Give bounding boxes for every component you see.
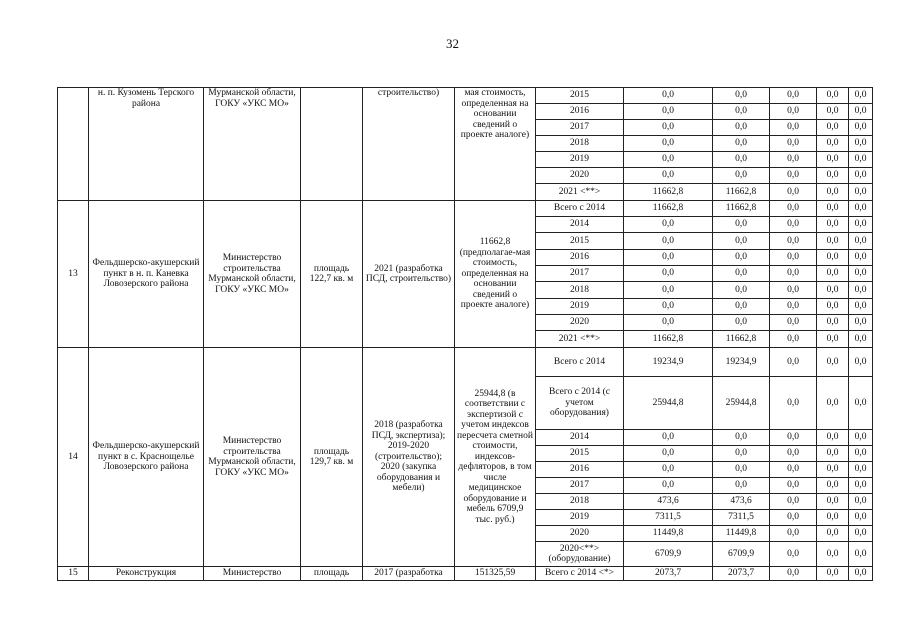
value-cell: 0,0 (817, 478, 849, 494)
period-cell: 2014 (536, 217, 624, 233)
value-cell: 0,0 (770, 526, 817, 542)
value-cell: 0,0 (849, 510, 873, 526)
value-cell: 0,0 (817, 201, 849, 217)
cost-cell: мая стоимость, определенная на основании сведений о проекте аналоге) (455, 88, 536, 201)
value-cell: 0,0 (849, 462, 873, 478)
value-cell: 0,0 (770, 315, 817, 331)
value-cell: 0,0 (624, 299, 713, 315)
value-cell: 0,0 (770, 168, 817, 184)
cost-cell: 25944,8 (в соответствии с экспертизой с учетом индексов пересчета сметной стоимости, индексов-дефляторов, в том числе медицинское оборудование и мебель 6709,9 тыс. руб.) (455, 348, 536, 567)
value-cell: 0,0 (849, 430, 873, 446)
value-cell: 0,0 (770, 152, 817, 168)
value-cell: 0,0 (770, 377, 817, 430)
value-cell: 0,0 (713, 104, 770, 120)
value-cell: 0,0 (770, 250, 817, 266)
value-cell: 6709,9 (713, 542, 770, 567)
value-cell: 0,0 (817, 88, 849, 104)
value-cell: 0,0 (817, 494, 849, 510)
value-cell: 11662,8 (713, 201, 770, 217)
period-cell: 2017 (536, 478, 624, 494)
row-number-cell: 13 (58, 201, 89, 348)
value-cell: 0,0 (770, 233, 817, 250)
value-cell: 0,0 (713, 233, 770, 250)
value-cell: 0,0 (770, 567, 817, 581)
value-cell: 0,0 (624, 152, 713, 168)
stage-cell: строительство) (363, 88, 455, 201)
period-cell: 2019 (536, 152, 624, 168)
value-cell: 11449,8 (713, 526, 770, 542)
value-cell: 0,0 (713, 88, 770, 104)
value-cell: 0,0 (849, 315, 873, 331)
value-cell: 0,0 (849, 478, 873, 494)
area-cell: площадь 129,7 кв. м (301, 348, 363, 567)
value-cell: 11449,8 (624, 526, 713, 542)
value-cell: 0,0 (817, 136, 849, 152)
value-cell: 7311,5 (624, 510, 713, 526)
period-cell: 2020 (536, 526, 624, 542)
value-cell: 0,0 (624, 282, 713, 299)
value-cell: 0,0 (817, 430, 849, 446)
value-cell: 0,0 (624, 233, 713, 250)
value-cell: 0,0 (817, 348, 849, 377)
period-cell: 2018 (536, 136, 624, 152)
value-cell: 0,0 (713, 120, 770, 136)
value-cell: 0,0 (849, 152, 873, 168)
value-cell: 0,0 (713, 462, 770, 478)
value-cell: 0,0 (817, 152, 849, 168)
value-cell: 0,0 (770, 430, 817, 446)
value-cell: 6709,9 (624, 542, 713, 567)
table-row (58, 88, 873, 104)
stage-cell: 2017 (разработка (363, 567, 455, 581)
period-cell: 2015 (536, 446, 624, 462)
period-cell: 2015 (536, 233, 624, 250)
value-cell: 0,0 (849, 136, 873, 152)
period-cell: 2021 <**> (536, 184, 624, 201)
value-cell: 0,0 (817, 120, 849, 136)
value-cell: 0,0 (849, 331, 873, 348)
value-cell: 0,0 (849, 104, 873, 120)
value-cell: 0,0 (713, 430, 770, 446)
facility-name-cell: Фельдшерско-акушерский пункт в н. п. Каневка Ловозерского района (89, 201, 204, 348)
table-row (58, 201, 873, 217)
value-cell: 11662,8 (624, 331, 713, 348)
customer-cell: Министерство (204, 567, 301, 581)
customer-cell: Министерство строительства Мурманской области, ГОКУ «УКС МО» (204, 201, 301, 348)
value-cell: 0,0 (713, 446, 770, 462)
value-cell: 0,0 (817, 299, 849, 315)
value-cell: 0,0 (770, 542, 817, 567)
value-cell: 0,0 (817, 217, 849, 233)
value-cell: 0,0 (849, 266, 873, 282)
period-cell: Всего с 2014 <*> (536, 567, 624, 581)
period-cell: 2019 (536, 299, 624, 315)
value-cell: 0,0 (770, 88, 817, 104)
value-cell: 0,0 (713, 217, 770, 233)
value-cell: 0,0 (817, 184, 849, 201)
value-cell: 0,0 (713, 266, 770, 282)
program-table (57, 87, 873, 581)
value-cell: 0,0 (624, 315, 713, 331)
value-cell: 7311,5 (713, 510, 770, 526)
value-cell: 0,0 (817, 446, 849, 462)
value-cell: 0,0 (849, 526, 873, 542)
value-cell: 0,0 (849, 184, 873, 201)
value-cell: 0,0 (624, 266, 713, 282)
stage-cell: 2018 (разработка ПСД, экспертиза); 2019-2020 (строительство); 2020 (закупка оборудования и мебели) (363, 348, 455, 567)
customer-cell: Министерство строительства Мурманской области, ГОКУ «УКС МО» (204, 348, 301, 567)
value-cell: 2073,7 (624, 567, 713, 581)
value-cell: 0,0 (624, 168, 713, 184)
value-cell: 0,0 (624, 430, 713, 446)
value-cell: 0,0 (770, 462, 817, 478)
value-cell: 0,0 (770, 348, 817, 377)
value-cell: 0,0 (624, 104, 713, 120)
value-cell: 0,0 (624, 250, 713, 266)
value-cell: 0,0 (817, 542, 849, 567)
facility-name-cell: Фельдшерско-акушерский пункт в с. Краснощелье Ловозерского района (89, 348, 204, 567)
value-cell: 19234,9 (624, 348, 713, 377)
value-cell: 0,0 (770, 184, 817, 201)
value-cell: 0,0 (817, 250, 849, 266)
value-cell: 0,0 (849, 168, 873, 184)
period-cell: 2020 (536, 168, 624, 184)
value-cell: 0,0 (849, 201, 873, 217)
value-cell: 0,0 (770, 217, 817, 233)
value-cell: 11662,8 (713, 184, 770, 201)
value-cell: 0,0 (817, 282, 849, 299)
value-cell: 0,0 (770, 299, 817, 315)
table-row (58, 567, 873, 581)
value-cell: 25944,8 (624, 377, 713, 430)
value-cell: 0,0 (770, 136, 817, 152)
value-cell: 0,0 (624, 217, 713, 233)
period-cell: 2020<**> (оборудование) (536, 542, 624, 567)
value-cell: 0,0 (713, 299, 770, 315)
value-cell: 0,0 (770, 510, 817, 526)
value-cell: 0,0 (817, 315, 849, 331)
period-cell: 2015 (536, 88, 624, 104)
value-cell: 0,0 (817, 377, 849, 430)
value-cell: 0,0 (849, 494, 873, 510)
value-cell: 0,0 (713, 315, 770, 331)
value-cell: 0,0 (770, 478, 817, 494)
value-cell: 0,0 (624, 136, 713, 152)
value-cell: 11662,8 (624, 201, 713, 217)
table-row (58, 348, 873, 377)
value-cell: 11662,8 (624, 184, 713, 201)
value-cell: 473,6 (713, 494, 770, 510)
stage-cell: 2021 (разработка ПСД, строительство) (363, 201, 455, 348)
period-cell: 2018 (536, 282, 624, 299)
period-cell: 2019 (536, 510, 624, 526)
value-cell: 0,0 (849, 348, 873, 377)
value-cell: 0,0 (817, 462, 849, 478)
area-cell: площадь 122,7 кв. м (301, 201, 363, 348)
value-cell: 0,0 (713, 250, 770, 266)
period-cell: 2017 (536, 120, 624, 136)
facility-name-cell: н. п. Кузомень Терского района (89, 88, 204, 201)
row-number-cell: 14 (58, 348, 89, 567)
cost-cell: 151325,59 (455, 567, 536, 581)
value-cell: 19234,9 (713, 348, 770, 377)
period-cell: 2016 (536, 462, 624, 478)
value-cell: 0,0 (849, 88, 873, 104)
value-cell: 0,0 (624, 120, 713, 136)
value-cell: 0,0 (817, 233, 849, 250)
value-cell: 0,0 (849, 250, 873, 266)
value-cell: 0,0 (849, 282, 873, 299)
value-cell: 0,0 (624, 462, 713, 478)
value-cell: 0,0 (624, 446, 713, 462)
period-cell: 2017 (536, 266, 624, 282)
value-cell: 0,0 (817, 567, 849, 581)
value-cell: 0,0 (817, 168, 849, 184)
period-cell: 2016 (536, 104, 624, 120)
period-cell: 2016 (536, 250, 624, 266)
value-cell: 0,0 (713, 282, 770, 299)
value-cell: 0,0 (849, 567, 873, 581)
value-cell: 0,0 (770, 266, 817, 282)
value-cell: 0,0 (849, 217, 873, 233)
value-cell: 0,0 (849, 233, 873, 250)
period-cell: 2021 <**> (536, 331, 624, 348)
value-cell: 0,0 (713, 136, 770, 152)
value-cell: 0,0 (770, 120, 817, 136)
value-cell: 0,0 (713, 168, 770, 184)
value-cell: 0,0 (849, 542, 873, 567)
value-cell: 0,0 (713, 152, 770, 168)
value-cell: 0,0 (849, 377, 873, 430)
row-number-cell: 15 (58, 567, 89, 581)
value-cell: 11662,8 (713, 331, 770, 348)
period-cell: 2018 (536, 494, 624, 510)
value-cell: 0,0 (713, 478, 770, 494)
value-cell: 0,0 (817, 526, 849, 542)
value-cell: 0,0 (770, 446, 817, 462)
value-cell: 0,0 (624, 478, 713, 494)
period-cell: 2014 (536, 430, 624, 446)
value-cell: 0,0 (817, 331, 849, 348)
period-cell: 2020 (536, 315, 624, 331)
value-cell: 0,0 (770, 494, 817, 510)
value-cell: 0,0 (770, 282, 817, 299)
cost-cell: 11662,8 (предполагае-мая стоимость, определенная на основании сведений о проекте аналоге) (455, 201, 536, 348)
row-number-cell (58, 88, 89, 201)
value-cell: 0,0 (770, 104, 817, 120)
period-cell: Всего с 2014 (536, 201, 624, 217)
page-number: 32 (446, 36, 459, 51)
area-cell (301, 88, 363, 201)
value-cell: 473,6 (624, 494, 713, 510)
value-cell: 0,0 (817, 104, 849, 120)
customer-cell: Мурманской области, ГОКУ «УКС МО» (204, 88, 301, 201)
area-cell: площадь (301, 567, 363, 581)
value-cell: 0,0 (849, 120, 873, 136)
value-cell: 0,0 (849, 299, 873, 315)
facility-name-cell: Реконструкция (89, 567, 204, 581)
value-cell: 0,0 (624, 88, 713, 104)
value-cell: 2073,7 (713, 567, 770, 581)
value-cell: 0,0 (817, 510, 849, 526)
period-cell: Всего с 2014 (536, 348, 624, 377)
value-cell: 0,0 (770, 201, 817, 217)
value-cell: 0,0 (849, 446, 873, 462)
value-cell: 25944,8 (713, 377, 770, 430)
value-cell: 0,0 (770, 331, 817, 348)
period-cell: Всего с 2014 (с учетом оборудования) (536, 377, 624, 430)
value-cell: 0,0 (817, 266, 849, 282)
